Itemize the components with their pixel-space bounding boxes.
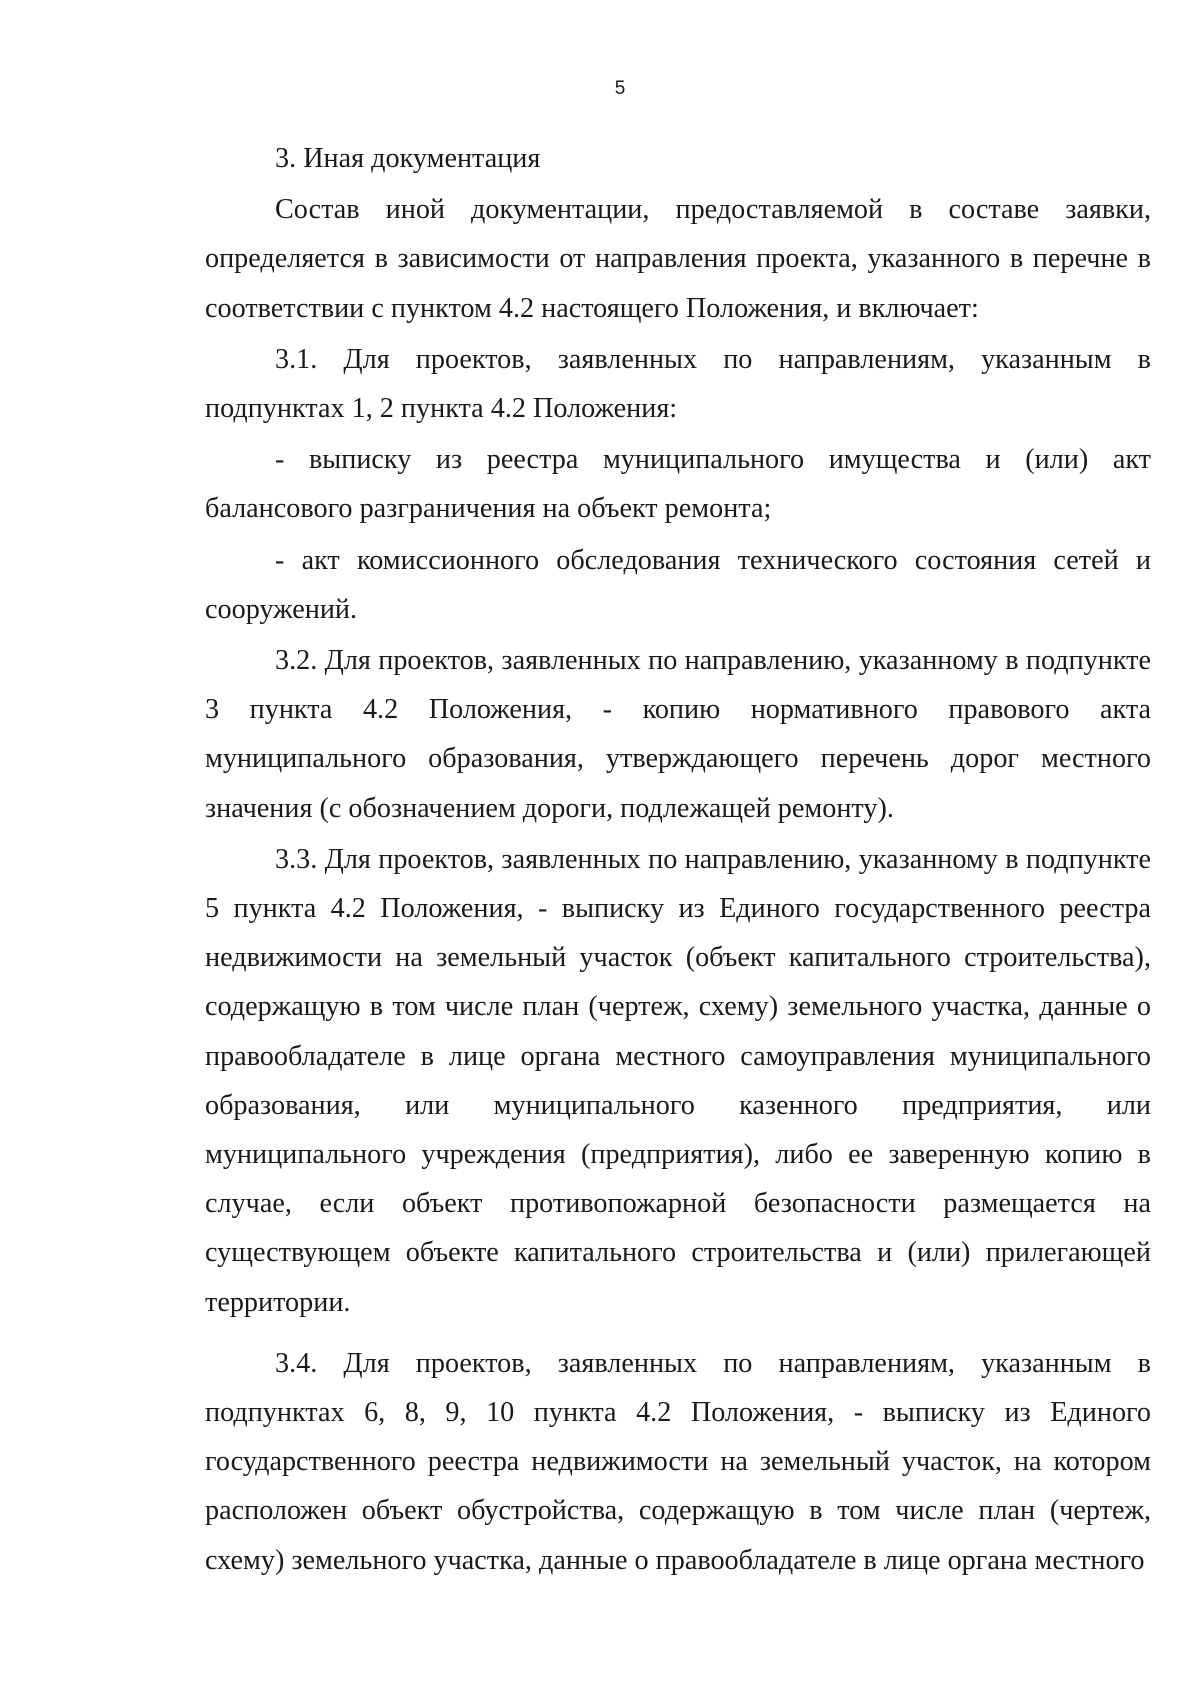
paragraph-3-3: 3.3. Для проектов, заявленных по направлению, указанному в подпункте 5 пункта 4.2 Положения, - выписку из Единого государственного реестра недвижимости на земельный участок (объект капитального строительства), содержащую в том числе план (чертеж, схему) земельного участка, данные о правообладателе в лице органа местного самоуправления муниципального образования, или муниципального казенного предприятия, или муниципального учреждения (предприятия), либо ее заверенную копию в случае, если объект противопожарной безопасности размещается на существующем объекте капитального строительства и (или) прилегающей территории. xyxy=(205,843,1151,1318)
section-title: 3. Иная документация xyxy=(275,143,541,174)
paragraph-intro: Состав иной документации, предоставляемой в составе заявки, определяется в зависимости от направления проекта, указанного в перечне в соответствии с пунктом 4.2 настоящего Положения, и включает: xyxy=(205,194,1151,324)
page-number: 5 xyxy=(614,78,626,99)
list-item-registry-extract: - выписку из реестра муниципального имущества и (или) акт балансового разграничения на объект ремонта; xyxy=(205,444,1151,525)
document-body xyxy=(205,134,1151,1585)
paragraph-3-1: 3.1. Для проектов, заявленных по направлениям, указанным в подпунктах 1, 2 пункта 4.2 Положения: xyxy=(205,343,1151,425)
paragraph-3-4: 3.4. Для проектов, заявленных по направлениям, указанным в подпунктах 6, 8, 9, 10 пункта 4.2 Положения, - выписку из Единого государственного реестра недвижимости на земельный участок, на котором расположен объект обустройства, содержащую в том числе план (чертеж, схему) земельного участка, данные о правообладателе в лице органа местного xyxy=(205,1347,1151,1576)
list-item-inspection-act: - акт комиссионного обследования технического состояния сетей и сооружений. xyxy=(205,544,1151,625)
paragraph-3-2: 3.2. Для проектов, заявленных по направлению, указанному в подпункте 3 пункта 4.2 Положения, - копию нормативного правового акта муниципального образования, утверждающего перечень дорог местного значения (с обозначением дороги, подлежащей ремонту). xyxy=(205,645,1151,824)
